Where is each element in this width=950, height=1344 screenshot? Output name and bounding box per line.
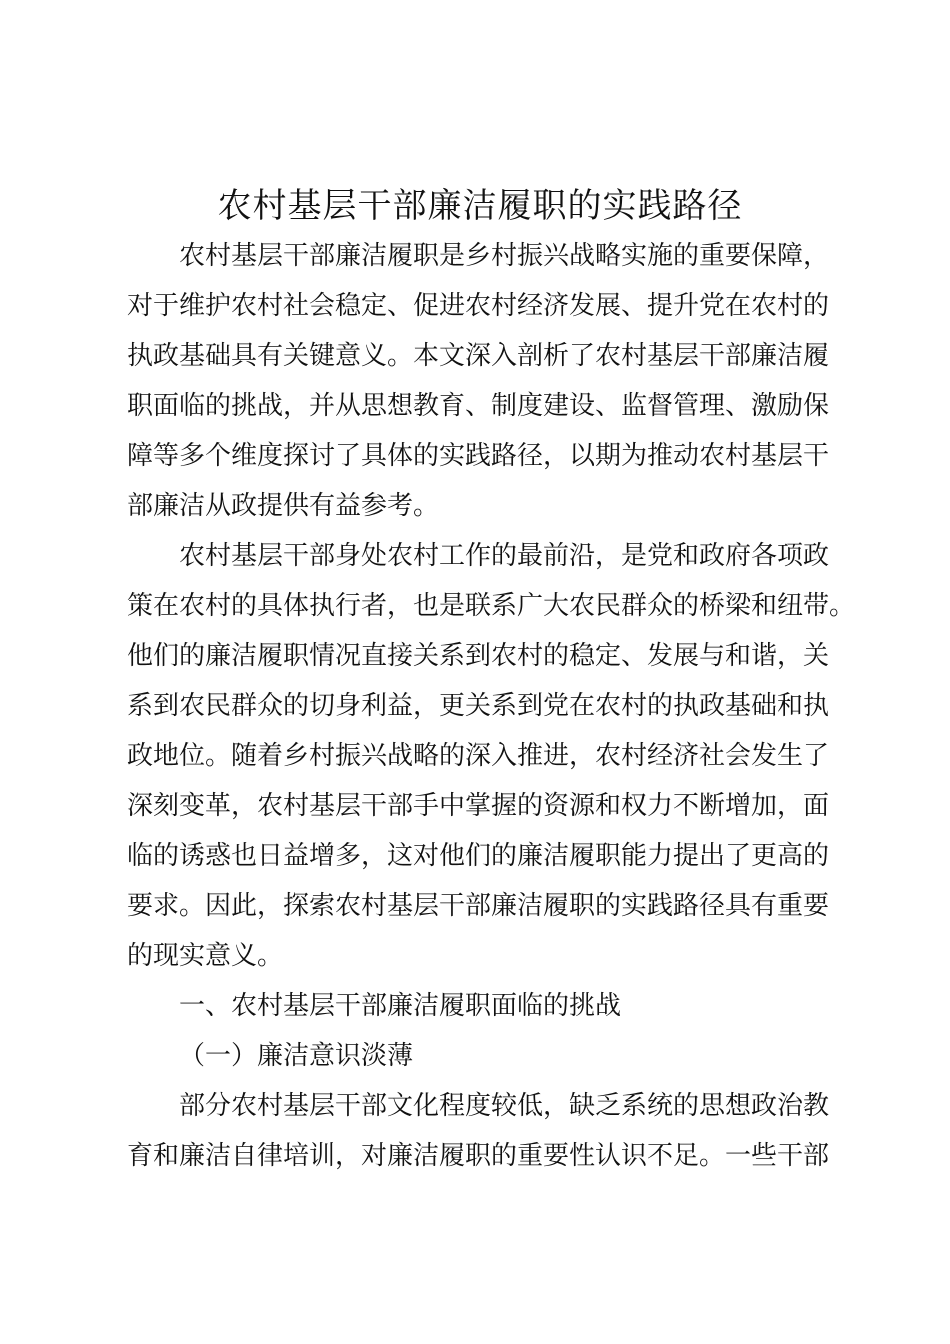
paragraph-line: 策在农村的具体执行者，也是联系广大农民群众的桥梁和纽带。 [127, 591, 856, 621]
document-title: 农村基层干部廉洁履职的实践路径 [217, 186, 743, 226]
paragraph-line: 农村基层干部廉洁履职是乡村振兴战略实施的重要保障， [179, 241, 830, 271]
paragraph-line: 部分农村基层干部文化程度较低，缺乏系统的思想政治教 [179, 1091, 830, 1121]
paragraph-line: 部廉洁从政提供有益参考。 [127, 491, 440, 521]
section-heading: 一、农村基层干部廉洁履职面临的挑战 [179, 991, 622, 1021]
paragraph-line: 对于维护农村社会稳定、促进农村经济发展、提升党在农村的 [127, 291, 830, 321]
paragraph-line: 职面临的挑战，并从思想教育、制度建设、监督管理、激励保 [127, 391, 830, 421]
paragraph-line: 农村基层干部身处农村工作的最前沿，是党和政府各项政 [179, 541, 830, 571]
paragraph-line: 育和廉洁自律培训，对廉洁履职的重要性认识不足。一些干部 [127, 1141, 830, 1171]
subsection-heading: （一）廉洁意识淡薄 [179, 1041, 414, 1071]
paragraph-line: 深刻变革，农村基层干部手中掌握的资源和权力不断增加，面 [127, 791, 830, 821]
paragraph-line: 要求。因此，探索农村基层干部廉洁履职的实践路径具有重要 [127, 891, 830, 921]
paragraph-line: 的现实意义。 [127, 941, 284, 971]
paragraph-line: 障等多个维度探讨了具体的实践路径，以期为推动农村基层干 [127, 441, 830, 471]
paragraph-line: 系到农民群众的切身利益，更关系到党在农村的执政基础和执 [127, 691, 830, 721]
paragraph-line: 他们的廉洁履职情况直接关系到农村的稳定、发展与和谐，关 [127, 641, 830, 671]
paragraph-line: 执政基础具有关键意义。本文深入剖析了农村基层干部廉洁履 [127, 341, 830, 371]
paragraph-line: 政地位。随着乡村振兴战略的深入推进，农村经济社会发生了 [127, 741, 830, 771]
paragraph-line: 临的诱惑也日益增多，这对他们的廉洁履职能力提出了更高的 [127, 841, 830, 871]
